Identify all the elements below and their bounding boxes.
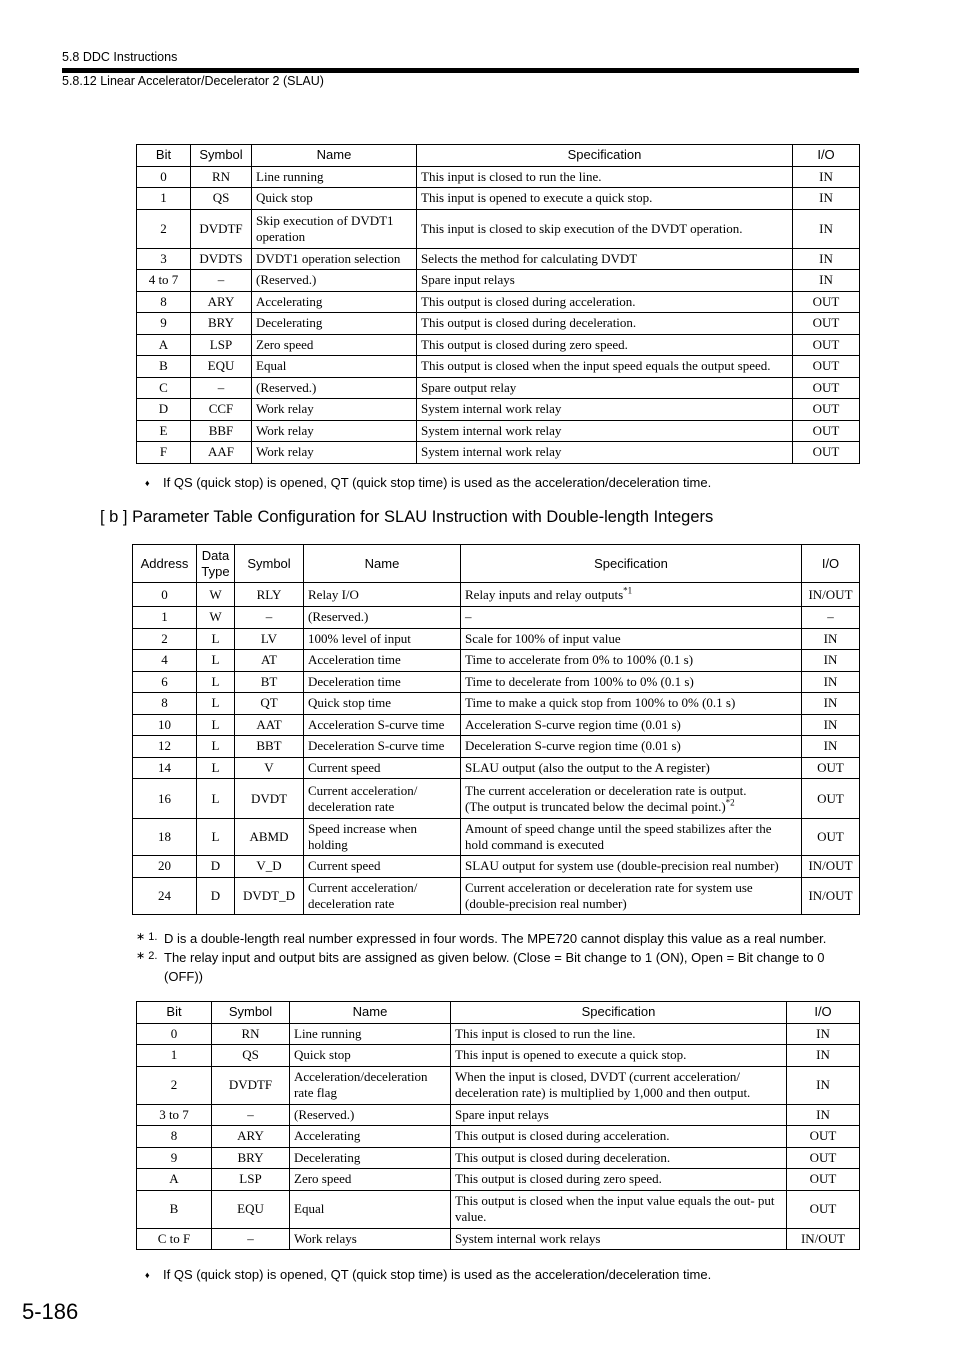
col-bit: Bit (137, 145, 191, 167)
footnote-reference: *1 (623, 585, 633, 596)
col-symbol: Symbol (191, 145, 252, 167)
cell-io: IN (802, 671, 860, 693)
col-symbol: Symbol (235, 545, 304, 583)
cell-io: IN (793, 166, 860, 188)
bullet-icon: ♦ (145, 478, 150, 488)
cell-name: Decelerating (290, 1147, 451, 1169)
cell-name: Speed increase when holding (304, 819, 461, 856)
cell-address: 2 (133, 628, 197, 650)
table-row (133, 736, 860, 758)
cell-address: 18 (133, 819, 197, 856)
cell-data-type: L (197, 693, 235, 715)
specification-text-line2: (The output is truncated below the decimal point.) (465, 798, 726, 814)
cell-name: Accelerating (290, 1126, 451, 1148)
cell-io: OUT (793, 399, 860, 421)
cell-bit: 0 (137, 166, 191, 188)
cell-specification (461, 607, 802, 629)
cell-specification: Selects the method for calculating DVDT (417, 248, 793, 270)
cell-symbol: CCF (191, 399, 252, 421)
cell-bit: 2 (137, 1066, 212, 1104)
table-row (133, 877, 860, 914)
cell-symbol: QS (191, 188, 252, 210)
cell-symbol: EQU (212, 1190, 290, 1228)
cell-address: 4 (133, 650, 197, 672)
cell-address: 6 (133, 671, 197, 693)
cell-data-type: D (197, 877, 235, 914)
cell-data-type: L (197, 757, 235, 779)
cell-io: IN (802, 693, 860, 715)
table-row (137, 291, 860, 313)
cell-symbol: DVDTF (212, 1066, 290, 1104)
cell-specification (461, 877, 802, 914)
cell-bit: F (137, 442, 191, 464)
cell-bit: 1 (137, 188, 191, 210)
cell-specification (461, 650, 802, 672)
cell-io: OUT (787, 1169, 860, 1191)
specification-text: – (465, 609, 472, 625)
section-title: 5.8 DDC Instructions (62, 50, 178, 64)
cell-symbol: – (235, 607, 304, 629)
cell-bit: C (137, 377, 191, 399)
cell-symbol: BBT (235, 736, 304, 758)
cell-name: Deceleration S-curve time (304, 736, 461, 758)
table-row (133, 583, 860, 607)
specification-text: Time to make a quick stop from 100% to 0% (0.1 s) (465, 695, 736, 711)
cell-specification: This output is closed when the input speed equals the output speed. (417, 356, 793, 378)
cell-specification: Spare input relays (451, 1104, 787, 1126)
footnote-mark: ∗ 1. (136, 931, 158, 943)
table-row (137, 399, 860, 421)
cell-io: OUT (793, 313, 860, 335)
cell-name: Current speed (304, 856, 461, 878)
col-specification: Specification (417, 145, 793, 167)
cell-name: Quick stop (252, 188, 417, 210)
cell-specification: System internal work relay (417, 399, 793, 421)
cell-name: Work relay (252, 420, 417, 442)
cell-io: IN/OUT (802, 856, 860, 878)
table-row (137, 270, 860, 292)
table-row (137, 442, 860, 464)
cell-bit: 4 to 7 (137, 270, 191, 292)
cell-name: Line running (290, 1023, 451, 1045)
cell-io: OUT (787, 1147, 860, 1169)
specification-text: Deceleration S-curve region time (0.01 s) (465, 738, 681, 754)
specification-text: Time to decelerate from 100% to 0% (0.1 s) (465, 673, 694, 689)
cell-bit: C to F (137, 1228, 212, 1250)
cell-io: IN (793, 209, 860, 248)
table-row (133, 628, 860, 650)
cell-specification (461, 856, 802, 878)
cell-data-type: L (197, 819, 235, 856)
table-row (133, 607, 860, 629)
table-row (133, 819, 860, 856)
col-symbol: Symbol (212, 1002, 290, 1024)
table-row (137, 166, 860, 188)
col-bit: Bit (137, 1002, 212, 1024)
parameter-table (132, 544, 860, 915)
cell-io: IN/OUT (787, 1228, 860, 1250)
table-row (137, 209, 860, 248)
specification-text: SLAU output for system use (double-precision real number) (465, 858, 779, 874)
cell-specification (461, 779, 802, 819)
cell-name: Work relay (252, 399, 417, 421)
cell-symbol: ARY (212, 1126, 290, 1148)
col-io: I/O (787, 1002, 860, 1024)
cell-specification (461, 757, 802, 779)
cell-symbol: V_D (235, 856, 304, 878)
cell-specification: This output is closed during zero speed. (417, 334, 793, 356)
col-name: Name (252, 145, 417, 167)
cell-address: 12 (133, 736, 197, 758)
cell-name: DVDT1 operation selection (252, 248, 417, 270)
table-row (137, 313, 860, 335)
cell-address: 1 (133, 607, 197, 629)
cell-specification: This input is opened to execute a quick stop. (417, 188, 793, 210)
table-row (137, 1190, 860, 1228)
cell-symbol: DVDT (235, 779, 304, 819)
cell-symbol: AAT (235, 714, 304, 736)
cell-name: Accelerating (252, 291, 417, 313)
cell-bit: D (137, 399, 191, 421)
cell-io: IN (793, 248, 860, 270)
cell-specification: This output is closed when the input value equals the out- put value. (451, 1190, 787, 1228)
subsection-title: 5.8.12 Linear Accelerator/Decelerator 2 (SLAU) (62, 74, 324, 88)
footnote-mark: ∗ 2. (136, 950, 158, 962)
footnote-text: The relay input and output bits are assigned as given below. (Close = Bit change to 1 (ON), Open = Bit change to 0 (OFF)) (164, 950, 825, 984)
table-row (137, 1066, 860, 1104)
cell-symbol: QS (212, 1045, 290, 1067)
cell-name: Skip execution of DVDT1 operation (252, 209, 417, 248)
col-address: Address (133, 545, 197, 583)
cell-specification: This output is closed during acceleration. (451, 1126, 787, 1148)
cell-io: IN (793, 270, 860, 292)
col-name: Name (290, 1002, 451, 1024)
cell-symbol: AAF (191, 442, 252, 464)
cell-bit: A (137, 1169, 212, 1191)
cell-bit: A (137, 334, 191, 356)
cell-specification (461, 736, 802, 758)
cell-io: IN (787, 1066, 860, 1104)
section-heading-b: [ b ] Parameter Table Configuration for SLAU Instruction with Double-length Integers (100, 508, 714, 526)
cell-name: Equal (290, 1190, 451, 1228)
cell-data-type: W (197, 607, 235, 629)
cell-symbol: BRY (212, 1147, 290, 1169)
footnote-2 (136, 949, 858, 989)
cell-specification: System internal work relay (417, 442, 793, 464)
cell-bit: 9 (137, 313, 191, 335)
specification-text: SLAU output (also the output to the A register) (465, 759, 710, 775)
table-row (133, 714, 860, 736)
cell-address: 16 (133, 779, 197, 819)
table-row (133, 779, 860, 819)
cell-name: Current speed (304, 757, 461, 779)
table-row (133, 757, 860, 779)
cell-specification: This input is opened to execute a quick stop. (451, 1045, 787, 1067)
page-number: 5-186 (22, 1299, 79, 1324)
cell-io: IN (787, 1023, 860, 1045)
cell-symbol: EQU (191, 356, 252, 378)
table-row (137, 1147, 860, 1169)
cell-symbol: LV (235, 628, 304, 650)
cell-name: Zero speed (290, 1169, 451, 1191)
cell-bit: 3 (137, 248, 191, 270)
cell-io: IN (802, 736, 860, 758)
cell-name: Current acceleration/ deceleration rate (304, 779, 461, 819)
cell-io: OUT (793, 356, 860, 378)
cell-symbol: BRY (191, 313, 252, 335)
table-row (137, 1023, 860, 1045)
cell-io: – (802, 607, 860, 629)
col-specification: Specification (451, 1002, 787, 1024)
cell-specification: This output is closed during acceleration. (417, 291, 793, 313)
cell-name: Decelerating (252, 313, 417, 335)
cell-specification: Spare input relays (417, 270, 793, 292)
relay-bit-table-2 (136, 1001, 860, 1250)
table-row (137, 248, 860, 270)
cell-io: IN/OUT (802, 583, 860, 607)
cell-name: 100% level of input (304, 628, 461, 650)
cell-name: Acceleration time (304, 650, 461, 672)
specification-text: Current acceleration or deceleration rate for system use (double-precision real number) (465, 879, 753, 911)
cell-specification (461, 671, 802, 693)
cell-symbol: – (212, 1104, 290, 1126)
cell-bit: E (137, 420, 191, 442)
cell-io: IN (802, 650, 860, 672)
cell-name: Line running (252, 166, 417, 188)
col-name: Name (304, 545, 461, 583)
footnote-text: D is a double-length real number expressed in four words. The MPE720 cannot display this value as a real number. (164, 931, 827, 946)
cell-symbol: RN (191, 166, 252, 188)
table-row (137, 188, 860, 210)
table-header-row (137, 145, 860, 167)
cell-symbol: AT (235, 650, 304, 672)
cell-bit: 1 (137, 1045, 212, 1067)
specification-text: The current acceleration or deceleration rate is output. (465, 782, 747, 798)
cell-specification: This output is closed during deceleration. (451, 1147, 787, 1169)
table-row (137, 334, 860, 356)
cell-io: OUT (802, 819, 860, 856)
cell-specification (461, 819, 802, 856)
cell-io: IN (802, 628, 860, 650)
cell-io: OUT (787, 1126, 860, 1148)
cell-symbol: ABMD (235, 819, 304, 856)
cell-specification: Spare output relay (417, 377, 793, 399)
cell-address: 8 (133, 693, 197, 715)
col-data-type: Data Type (197, 545, 235, 583)
header-rule (62, 68, 859, 73)
cell-symbol: ARY (191, 291, 252, 313)
cell-name: Quick stop (290, 1045, 451, 1067)
cell-specification: This input is closed to skip execution of the DVDT operation. (417, 209, 793, 248)
cell-name: Quick stop time (304, 693, 461, 715)
specification-text: Acceleration S-curve region time (0.01 s) (465, 716, 681, 732)
cell-symbol: DVDTF (191, 209, 252, 248)
cell-symbol: RLY (235, 583, 304, 607)
cell-name: Acceleration/deceleration rate flag (290, 1066, 451, 1104)
table-row (137, 1228, 860, 1250)
cell-io: OUT (793, 442, 860, 464)
cell-name: Current acceleration/ deceleration rate (304, 877, 461, 914)
cell-address: 24 (133, 877, 197, 914)
cell-specification: System internal work relay (417, 420, 793, 442)
cell-specification (461, 628, 802, 650)
cell-io: OUT (793, 377, 860, 399)
cell-data-type: L (197, 714, 235, 736)
table-row (137, 377, 860, 399)
cell-symbol: BT (235, 671, 304, 693)
footnote-reference: *2 (725, 797, 735, 808)
cell-symbol: BBF (191, 420, 252, 442)
cell-io: IN (793, 188, 860, 210)
cell-specification: System internal work relays (451, 1228, 787, 1250)
cell-name: Work relay (252, 442, 417, 464)
cell-io: OUT (793, 334, 860, 356)
cell-data-type: L (197, 650, 235, 672)
cell-data-type: L (197, 671, 235, 693)
cell-address: 20 (133, 856, 197, 878)
bullet-icon: ♦ (145, 1270, 150, 1280)
cell-bit: 3 to 7 (137, 1104, 212, 1126)
table-row (137, 1104, 860, 1126)
cell-name: (Reserved.) (252, 270, 417, 292)
cell-io: OUT (787, 1190, 860, 1228)
col-specification: Specification (461, 545, 802, 583)
cell-io: OUT (793, 291, 860, 313)
table-row (133, 650, 860, 672)
cell-bit: B (137, 1190, 212, 1228)
cell-symbol: – (212, 1228, 290, 1250)
cell-name: (Reserved.) (252, 377, 417, 399)
cell-specification: This input is closed to run the line. (451, 1023, 787, 1045)
cell-symbol: DVDT_D (235, 877, 304, 914)
cell-symbol: RN (212, 1023, 290, 1045)
table-row (137, 1045, 860, 1067)
cell-bit: 0 (137, 1023, 212, 1045)
cell-symbol: V (235, 757, 304, 779)
cell-specification (461, 583, 802, 607)
cell-specification: This input is closed to run the line. (417, 166, 793, 188)
relay-bit-table-1 (136, 144, 860, 464)
cell-io: IN (802, 714, 860, 736)
cell-data-type: D (197, 856, 235, 878)
cell-symbol: LSP (191, 334, 252, 356)
cell-bit: B (137, 356, 191, 378)
cell-specification: This output is closed during zero speed. (451, 1169, 787, 1191)
cell-name: Deceleration time (304, 671, 461, 693)
specification-text: Amount of speed change until the speed stabilizes after the hold command is executed (465, 821, 772, 852)
cell-data-type: L (197, 779, 235, 819)
cell-io: OUT (793, 420, 860, 442)
footnote-1 (136, 930, 858, 950)
table-row (137, 1126, 860, 1148)
cell-io: OUT (802, 779, 860, 819)
specification-text: Time to accelerate from 0% to 100% (0.1 s) (465, 652, 694, 668)
cell-name: Work relays (290, 1228, 451, 1250)
cell-data-type: L (197, 628, 235, 650)
cell-io: IN (787, 1045, 860, 1067)
cell-data-type: L (197, 736, 235, 758)
cell-data-type: W (197, 583, 235, 607)
table-row (137, 1169, 860, 1191)
note-quick-stop: If QS (quick stop) is opened, QT (quick stop time) is used as the acceleration/deceleration time. (163, 1267, 712, 1282)
cell-bit: 9 (137, 1147, 212, 1169)
cell-io: IN (787, 1104, 860, 1126)
col-io: I/O (793, 145, 860, 167)
cell-symbol: QT (235, 693, 304, 715)
cell-name: (Reserved.) (290, 1104, 451, 1126)
table-row (133, 693, 860, 715)
cell-symbol: LSP (212, 1169, 290, 1191)
table-row (133, 671, 860, 693)
cell-address: 14 (133, 757, 197, 779)
cell-name: Relay I/O (304, 583, 461, 607)
cell-specification (461, 714, 802, 736)
cell-address: 0 (133, 583, 197, 607)
table-header-row (133, 545, 860, 583)
table-header-row (137, 1002, 860, 1024)
table-row (133, 856, 860, 878)
table-row (137, 420, 860, 442)
cell-name: Equal (252, 356, 417, 378)
cell-bit: 8 (137, 291, 191, 313)
cell-bit: 2 (137, 209, 191, 248)
cell-symbol: – (191, 377, 252, 399)
cell-symbol: DVDTS (191, 248, 252, 270)
cell-symbol: – (191, 270, 252, 292)
note-quick-stop: If QS (quick stop) is opened, QT (quick stop time) is used as the acceleration/deceleration time. (163, 475, 712, 490)
cell-specification: This output is closed during deceleration. (417, 313, 793, 335)
cell-io: OUT (802, 757, 860, 779)
cell-name: Zero speed (252, 334, 417, 356)
cell-address: 10 (133, 714, 197, 736)
cell-specification (461, 693, 802, 715)
cell-bit: 8 (137, 1126, 212, 1148)
cell-io: IN/OUT (802, 877, 860, 914)
specification-text: Scale for 100% of input value (465, 630, 621, 646)
col-io: I/O (802, 545, 860, 583)
cell-name: (Reserved.) (304, 607, 461, 629)
specification-text: Relay inputs and relay outputs (465, 586, 624, 602)
cell-specification: When the input is closed, DVDT (current acceleration/ deceleration rate) is multiplied by 1,000 and then output. (451, 1066, 787, 1104)
cell-name: Acceleration S-curve time (304, 714, 461, 736)
table-row (137, 356, 860, 378)
